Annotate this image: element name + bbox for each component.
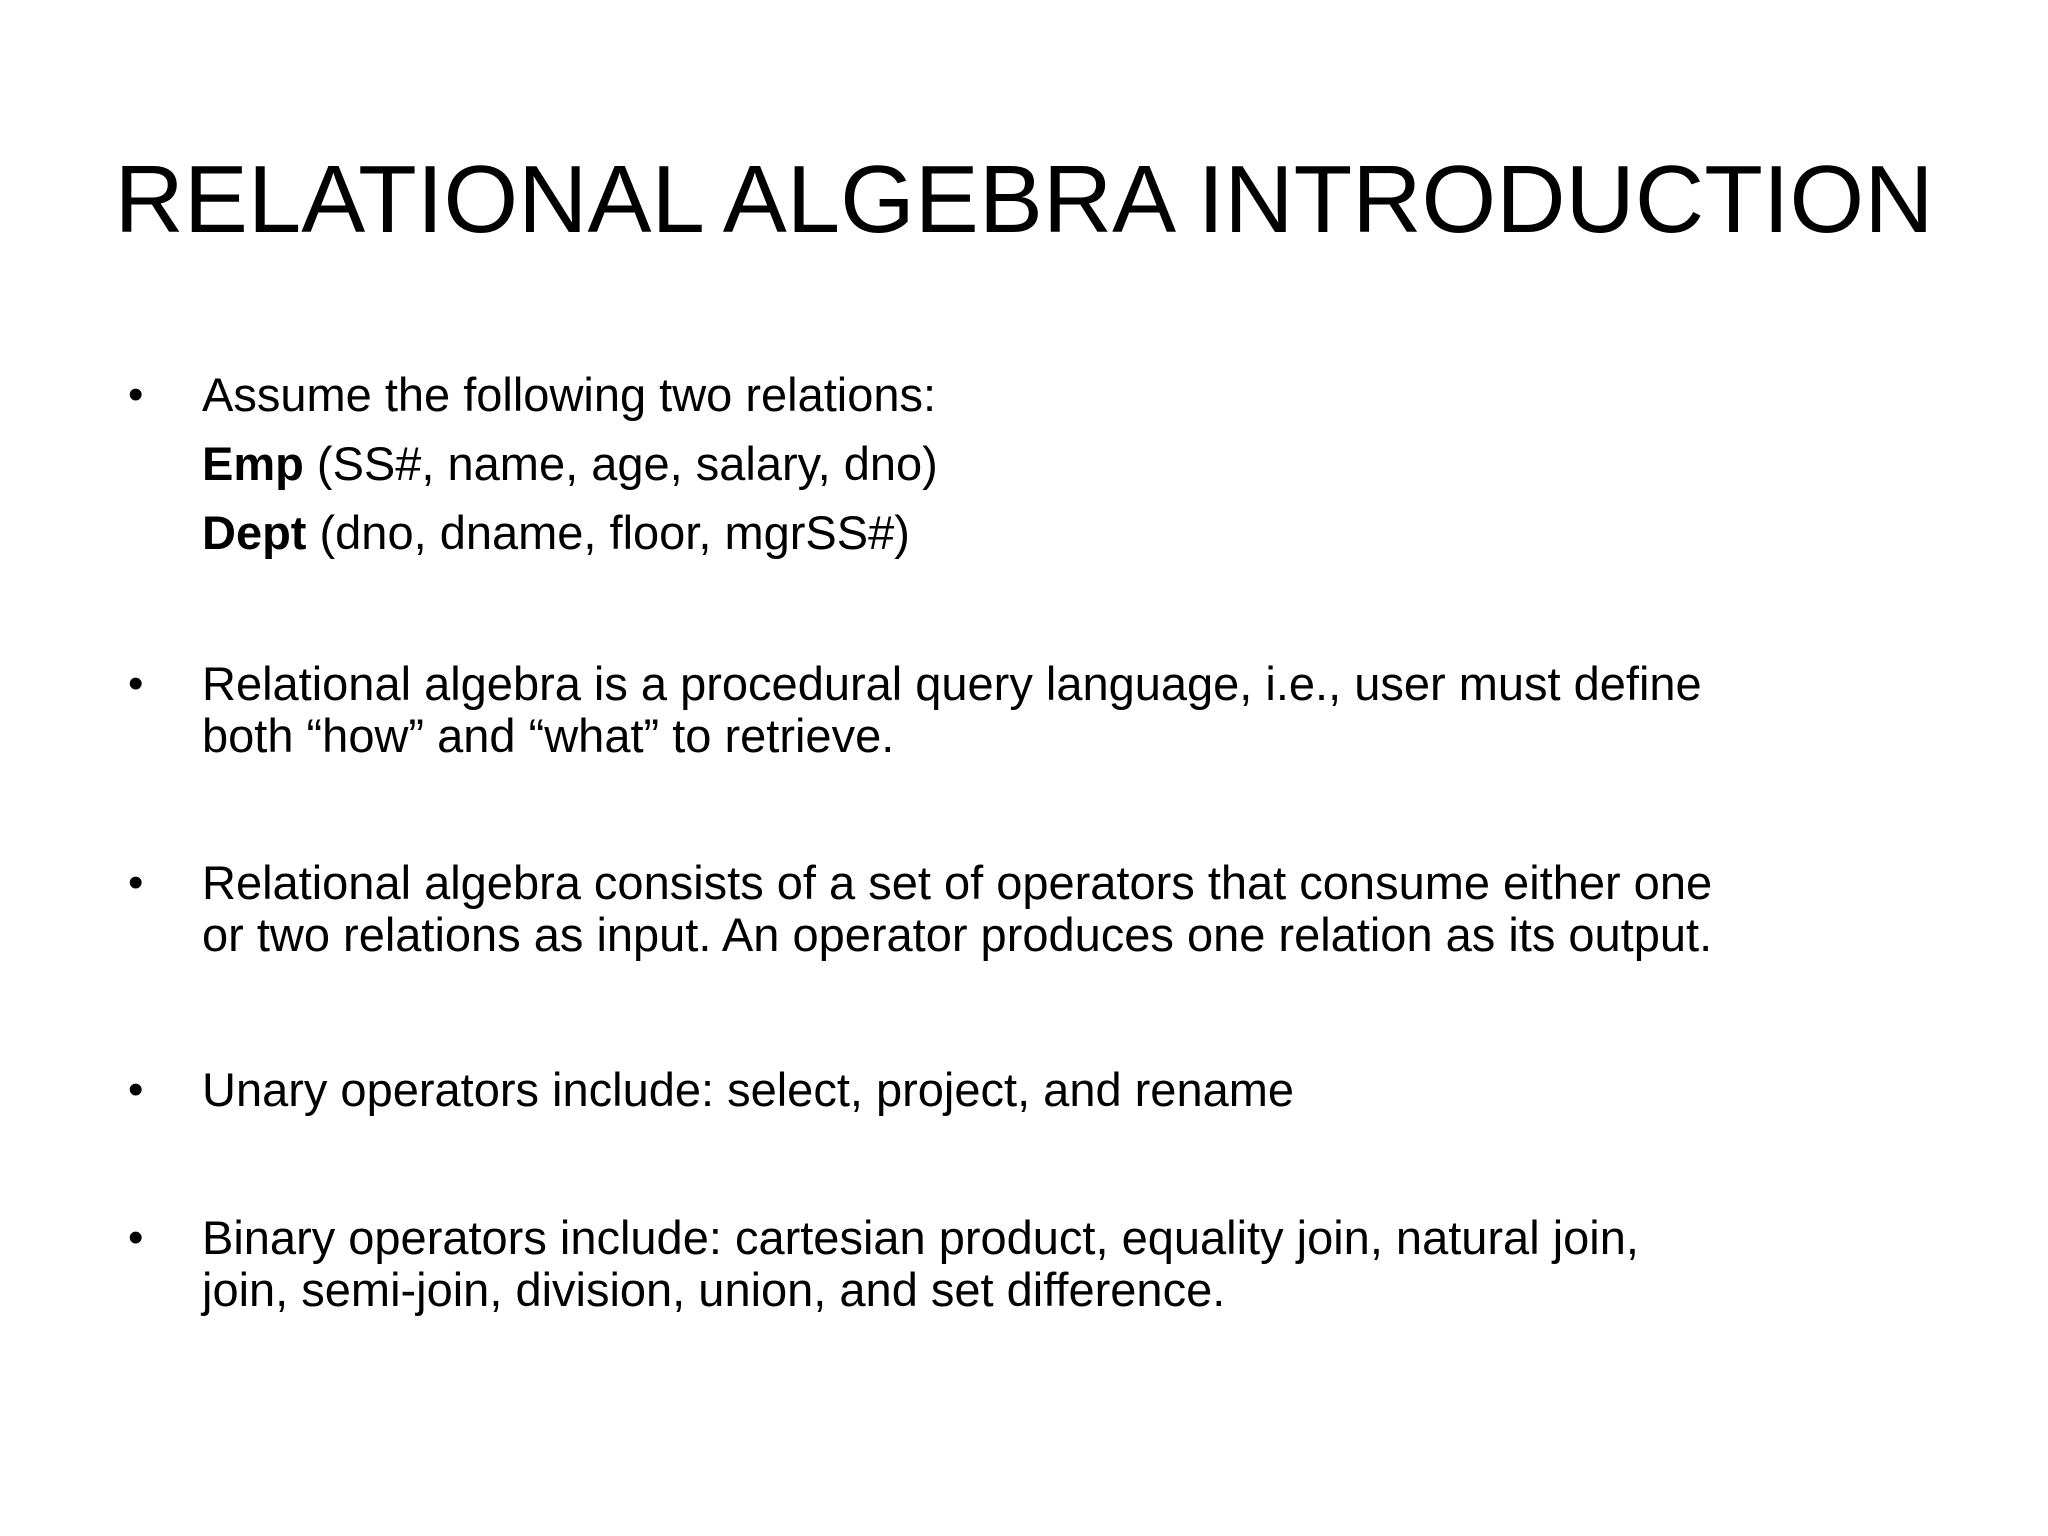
bullet-line: Binary operators include: cartesian product, equality join, natural join, [202,1211,1639,1264]
bullet-line: both “how” and “what” to retrieve. [202,709,895,762]
bullet-line: Assume the following two relations: [202,368,937,421]
bullet-text [202,1212,1922,1316]
relation-attributes-emp: (SS#, name, age, salary, dno) [303,437,938,490]
relation-name-dept: Dept [202,506,307,559]
bullet-text [202,857,1922,961]
bullet-marker: • [128,1213,144,1262]
relation-name-emp: Emp [202,437,304,490]
bullet-line: Unary operators include: select, project, and rename [202,1063,1295,1116]
bullet-marker: • [128,370,144,419]
bullet-line: join, semi-join, division, union, and set difference. [202,1263,1226,1316]
bullet-marker: • [128,858,144,907]
relation-dept [202,507,1922,559]
bullet-line: Relational algebra is a procedural query language, i.e., user must define [202,657,1702,710]
bullet-text [202,1064,1922,1116]
bullet-line: or two relations as input. An operator produces one relation as its output. [202,908,1713,961]
relation-emp [202,438,1922,490]
bullet-text [202,369,1922,559]
bullet-line: Relational algebra consists of a set of operators that consume either one [202,856,1713,909]
bullet-marker: • [128,659,144,708]
relation-attributes-dept: (dno, dname, floor, mgrSS#) [306,506,910,559]
bullet-text [202,658,1922,762]
bullet-marker: • [128,1065,144,1114]
slide-title: RELATIONAL ALGEBRA INTRODUCTION [114,146,1934,253]
